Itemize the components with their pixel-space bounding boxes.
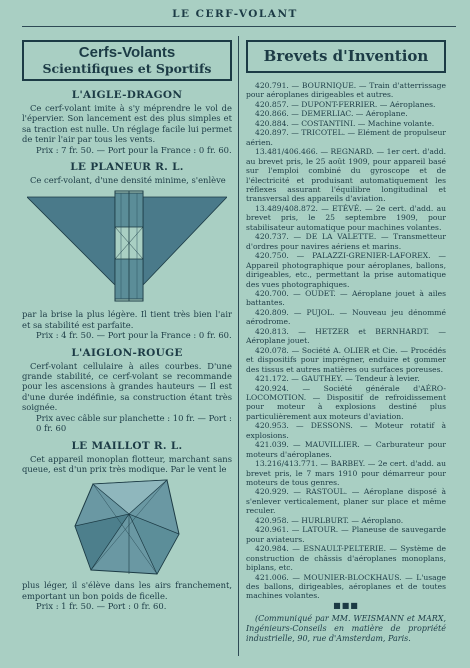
patent-entry: 420.884. — COSTANTINI. — Machine volante.	[255, 118, 435, 128]
patent-entry: 420.961. — LATOUR. — Planeuse de sauvegarde pour aviateurs.	[246, 525, 446, 544]
patent-entry: 420.791. — BOURNIQUE. — Train d'atterrissage pour aéroplanes dirigeables et autres.	[246, 81, 446, 100]
patent-entry: 421.172. — GAUTHEY. — Tendeur à levier.	[255, 374, 420, 384]
section-title-aiglon-rouge: L'AIGLON-ROUGE	[71, 346, 183, 359]
section-title-maillot: LE MAILLOT R. L.	[71, 439, 183, 452]
right-box-heading	[246, 40, 446, 73]
section-text-planeur: Ce cerf-volant, d'une densité minime, s'enlève	[30, 175, 226, 186]
price-planeur: Prix : 4 fr. 50. — Port pour la France : 0 fr. 60.	[36, 330, 232, 341]
maillot-kite-illustration	[71, 478, 183, 576]
patent-entry: 420.929. — RASTOUL. — Aéroplane disposé à s'enlever verticalement, planer sur place et même reculer.	[246, 487, 446, 516]
section-text-planeur-cont: par la brise la plus légère. Il tient très bien l'air et sa stabilité est parfaite.	[22, 309, 232, 330]
patent-entry: 13.216/413.771. — BARBEY. — 2e cert. d'add. au brevet pris, le 7 mars 1910 pour démarreur pour moteurs de tous genres.	[246, 459, 446, 488]
section-text-maillot: Cet appareil monoplan flotteur, marchant sans queue, est d'un prix très modique. Par le vent le	[22, 453, 232, 474]
section-title-aigle-dragon: L'AIGLE-DRAGON	[71, 89, 183, 101]
patent-entry: 420.958. — HURLBURT. — Aéroplano.	[255, 515, 404, 525]
left-box-heading	[22, 40, 232, 81]
right-column	[246, 40, 446, 656]
patent-entry: 420.984. — ESNAULT-PELTERIE. — Système de construction de châssis d'aéroplanes monoplans, biplans, etc.	[246, 544, 446, 573]
left-box-title: Cerfs-Volants	[78, 44, 176, 61]
patent-entry: 420.897. — TRICOTEL. — Elément de propulseur aérien.	[246, 128, 446, 147]
price-aiglon-rouge: Prix avec câble sur planchette : 10 fr. — Port : 0 fr. 60	[36, 412, 232, 434]
planeur-kite-illustration	[27, 189, 227, 305]
patent-entry: 420.924. — Société générale d'AÉRO-LOCOMOTION. — Dispositif de refroidissement pour moteur à explosions destiné plus particulièrement aux moteurs d'aviation.	[246, 383, 446, 421]
patent-entry: 420.953. — DESSONS. — Moteur rotatif à explosions.	[246, 421, 446, 440]
right-box-title: Brevets d'Invention	[263, 47, 429, 65]
footnote: (Communiqué par MM. WEISMANN et MARX, Ingénieurs-Conseils en matière de propriété industrielle, 90, rue d'Amsterdam, Paris.	[246, 613, 446, 643]
patent-entry: 420.700. — OUDET. — Aéroplane jouet à ailes battantes.	[246, 288, 446, 308]
price-maillot: Prix : 1 fr. 50. — Port : 0 fr. 60.	[36, 601, 167, 612]
patent-entry: 420.750. — PALAZZI-GRENIER-LAFOREX. — Appareil photographique pour aéroplanes, ballons, dirigeables, etc., permettant la prise automatique des vues photographiques.	[246, 251, 446, 289]
section-text-aiglon-rouge: Cerf-volant cellulaire à ailes courbes. D'une grande stabilité, ce cerf-volant se recommande pour les ascensions à grandes hauteurs — Il est d'une durée indéfinie, sa construction étant très soignée.	[22, 360, 232, 413]
patent-entry: 420.813. — HETZER et BERNHARDT. — Aéroplane jouet.	[246, 326, 446, 346]
patent-entry: 13.489/408.872. — ETÉVÉ. — 2e cert. d'add. au brevet pris, le 25 septembre 1909, pour stabilisateur automatique pour machines volantes.	[246, 203, 446, 232]
separator-ornament: ■■■	[333, 600, 359, 610]
left-column	[22, 40, 232, 656]
patent-list	[246, 81, 446, 601]
patent-entry: 421.039. — MAUVILLIER. — Carburateur pour moteurs d'aéroplanes.	[246, 440, 446, 459]
patent-entry: 420.809. — PUJOL. — Nouveau jeu dénommé aérodrome.	[246, 307, 446, 327]
page-title: LE CERF-VOLANT	[172, 8, 298, 20]
column-divider	[238, 36, 239, 656]
patent-entry: 420.078. — Société A. OLIER et Cie. — Procédés et dispositifs pour imprégner, enduire et gommer des tissus et autres matières ou surfaces poreuses.	[246, 345, 446, 374]
patent-entry: 420.737. — DE LA VALETTE. — Transmetteur d'ordres pour navires aériens et marins.	[246, 232, 446, 251]
header-rule	[22, 26, 456, 27]
price-aigle-dragon: Prix : 7 fr. 50. — Port pour la France : 0 fr. 60.	[36, 144, 232, 155]
section-text-aigle-dragon: Ce cerf-volant imite à s'y méprendre le vol de l'épervier. Son lancement est des plus simples et sa traction est nulle. Un réglage facile lui permet de tenir l'air par tous les vents.	[22, 103, 232, 145]
section-text-maillot-cont: plus léger, il s'élève dans les airs franchement, emportant un bon poids de ficelle.	[22, 580, 232, 601]
left-box-subtitle: Scientifiques et Sportifs	[42, 61, 212, 76]
patent-entry: 421.006. — MOUNIER-BLOCKHAUS. — L'usage des ballons, dirigeables, aéroplanes et de toutes machines volantes.	[246, 572, 446, 601]
patent-entry: 13.481/406.466. — REGNARD. — 1er cert. d'add. au brevet pris, le 25 août 1909, pour appareil basé sur l'emploi combiné du gyroscope et de l'électricité et produisant automatiquement les réflexes assurant l'équilibre longitudinal et transversal des appareils d'aviation.	[246, 147, 446, 204]
patent-entry: 420.857. — DUPONT-FERRIER. — Aéroplanes.	[255, 99, 436, 109]
section-title-planeur: LE PLANEUR R. L.	[70, 161, 184, 174]
patent-entry: 420.866. — DEMERLIAC. — Aéroplane.	[255, 109, 408, 119]
